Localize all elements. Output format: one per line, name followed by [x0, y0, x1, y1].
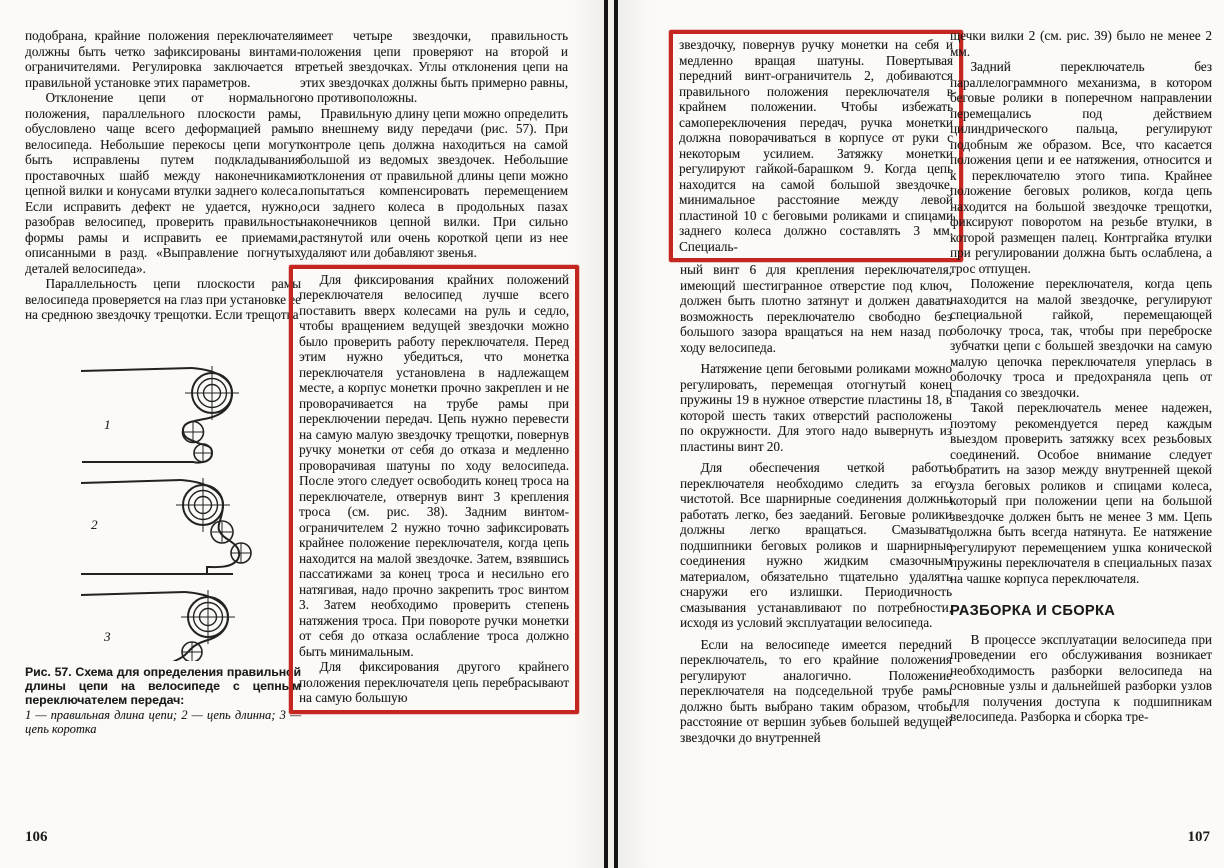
page-106-column-1	[25, 28, 301, 737]
figure-57-diagram	[25, 329, 301, 661]
page-106-column-2	[300, 28, 568, 714]
paragraph: Для обеспечения четкой работы переключателя необходимо следить за его чистотой. Все шарнирные соединения должны работать легко, без заеданий. Беговые ролики должны легко вращаться. Смазывать подшипники беговых роликов и шарнирные соединения нужно жидким смазочным материалом, обязательно тщательно удалять снаружи его излишки. Периодичность смазывания устанавливают по потребности, исходя из условий эксплуатации велосипеда.	[680, 460, 952, 630]
paragraph: Для фиксирования другого крайнего положения переключателя цепь перебрасывают на самую большую	[299, 659, 569, 705]
page-107	[620, 0, 1224, 868]
paragraph: В процессе эксплуатации велосипеда при проведении его обслуживания возникает необходимость разборки велосипеда на основные узлы и дальнейшей разборки узлов для получения доступа к подшипникам велосипеда. Разборка и сборка тре-	[950, 631, 1212, 724]
page-107-column-2	[950, 28, 1212, 725]
figure-label-3: 3	[104, 628, 111, 644]
page-107-column-1	[680, 30, 952, 745]
figure-caption: Рис. 57. Схема для определения правильной длины цепи на велосипеде с цепным переключателем передач:	[25, 664, 301, 708]
figure-label-2: 2	[91, 516, 98, 532]
section-heading: РАЗБОРКА И СБОРКА	[950, 603, 1116, 619]
figure-label-1: 1	[104, 416, 111, 432]
paragraph: имеет четыре звездочки, правильность положения цепи проверяют на второй и третьей звездочках. Углы отклонения цепи на этих звездочках должны быть примерно равны, но противоположны.	[300, 28, 568, 105]
paragraph: Задний переключатель без параллелограммного механизма, в котором беговые ролики в поперечном направлении перемещались под действием цилиндрического пальца, регулируют подобным же образом. Все, что касается положения цепи и ее натяжения, относится и к переключателю этого типа. Крайнее положение беговых роликов, когда цепь находится на большой звездочке трещотки, фиксируют поворотом на резьбе втулки, в которой размещен палец. Контргайка втулки при регулировании должна быть ослаблена, а трос отпущен.	[950, 59, 1212, 276]
paragraph: Для фиксирования крайних положений переключателя велосипед лучше всего поставить вверх колесами на руль и седло, чтобы вращением ведущей звездочки можно было проверить работу переключателя. Перед этим нужно убедиться, что монетка переключателя установлена в надлежащем месте, а корпус монетки прочно закреплен и не проворачивается на трубе рамы при переключении передач. Цепь нужно перевести на самую малую звездочку трещотки, повернув ручку монетки от себя до отказа и медленно проворачивая шатуны по ходу велосипеда. После этого следует освободить конец троса на переключателе, отвернув винт 3 крепления троса (см. рис. 38). Задним винтом-ограничителем 2 нужно точно зафиксировать крайнее положение переключателя, когда цепь находится на малой звездочке. Затем, взявшись пассатижами за конец троса и несильно его натягивая, надо прочно закрепить трос винтом 3. Затем необходимо проверить степень натяжения троса. При повороте ручки монетки от себя до отказа ослабление троса должно быть минимальным.	[299, 271, 569, 659]
page-number-106: 106	[25, 829, 48, 845]
paragraph: подобрана, крайние положения переключателя должны быть четко зафиксированы винтами-ограничителями. Регулировка заключается в правильной установке этих параметров.	[25, 28, 301, 90]
figure-57	[25, 329, 301, 737]
paragraph: Если на велосипеде имеется передний переключатель, то его крайние положения регулируют аналогично. Положение переключателя на подседельной трубе рамы должно быть выбрано таким образом, чтобы расстояние от вершин зубьев большей ведущей звездочки до внутренней	[680, 636, 952, 745]
paragraph: Отклонение цепи от нормального положения, параллельного плоскости рамы, обусловлено чаще всего деформацией рамы велосипеда. Небольшие перекосы цепи могут быть исправлены путем подкладывания проставочных шайб между наконечниками цепной вилки и конусами втулки заднего колеса. Если исправить дефект не удается, нужно, разобрав велосипед, проверить правильность формы рамы и исправить ее приемами, описанными в разд. «Выправление погнутых деталей велосипеда».	[25, 90, 301, 276]
diagram-1	[81, 366, 239, 463]
paragraph: Правильную длину цепи можно определить по внешнему виду передачи (рис. 57). При контроле цепь должна находиться на самой большой из ведомых звездочек. Небольшие отклонения от правильной длины цепи можно попытаться компенсировать перемещением оси заднего колеса в продольных пазах наконечников цепной вилки. При сильно растянутой или очень короткой цепи из нее удаляют или добавляют звенья.	[300, 105, 568, 260]
paragraph: Положение переключателя, когда цепь находится на малой звездочке, регулируют специальной гайкой, перемещающей оболочку троса, так, чтобы при переброске зубчатки цепи с большей звездочки на самую малую цепочка переключателя уперлась в оболочку троса и предохраняла цепь от спадания со звездочки.	[950, 276, 1212, 400]
paragraph: Такой переключатель менее надежен, поэтому рекомендуется перед каждым выездом проверить затяжку всех резьбовых соединений. Особое внимание следует обратить на зазор между внутренней щекой узла беговых роликов и спицами колеса, который при положении цепи на большой звездочке должен быть не менее 3 мм. Цепь должна быть всегда натянута. Ее натяжение регулируют перемещением ушка конической пружины переключателя в специальных пазах на чашке корпуса переключателя.	[950, 400, 1212, 586]
paragraph: Параллельность цепи плоскости рамы велосипеда проверяется на глаз при установке ее на среднюю звездочку трещотки. Если трещотка	[25, 276, 301, 322]
highlight-box-2	[669, 30, 963, 262]
page-106	[0, 0, 600, 868]
page-number-107: 107	[1187, 829, 1210, 845]
gutter-shadow-left	[572, 0, 604, 868]
paragraph: Натяжение цепи беговыми роликами можно регулировать, перемещая отогнутый конец пружины 19 в нужное отверстие пластины 18, в которой шесть таких отверстий расположены по окружности. Для этого надо вывернуть из пластины винт 20.	[680, 361, 952, 454]
diagram-2	[81, 478, 251, 574]
book-gutter-line	[604, 0, 618, 868]
figure-legend: 1 — правильная длина цепи; 2 — цепь длинна; 3 — цепь коротка	[25, 707, 301, 737]
paragraph: ный винт 6 для крепления переключателя, имеющий шестигранное отверстие под ключ, должен быть плотно затянут и должен давать возможность переключателю свободно без большого зазора вращаться на нем назад по ходу велосипеда.	[680, 262, 952, 355]
highlight-box-1	[289, 265, 579, 714]
paragraph: щечки вилки 2 (см. рис. 39) было не менее 2 мм.	[950, 28, 1212, 59]
paragraph: звездочку, повернув ручку монетки на себя и медленно вращая шатуны. Повертывая передний винт-ограничитель 2, добиваются правильного положения переключателя в крайнем положении. Чтобы избежать самопереключения передач, ручка монетки должна поворачиваться в корпусе от руки с некоторым усилием. Затяжку монетки регулируют гайкой-барашком 9. Когда цепь находится на самой большой звездочке, минимальное расстояние между левой пластиной 10 с беговыми роликами и спицами заднего колеса должно составлять 3 мм. Специаль-	[679, 37, 953, 254]
diagram-3	[81, 590, 235, 661]
